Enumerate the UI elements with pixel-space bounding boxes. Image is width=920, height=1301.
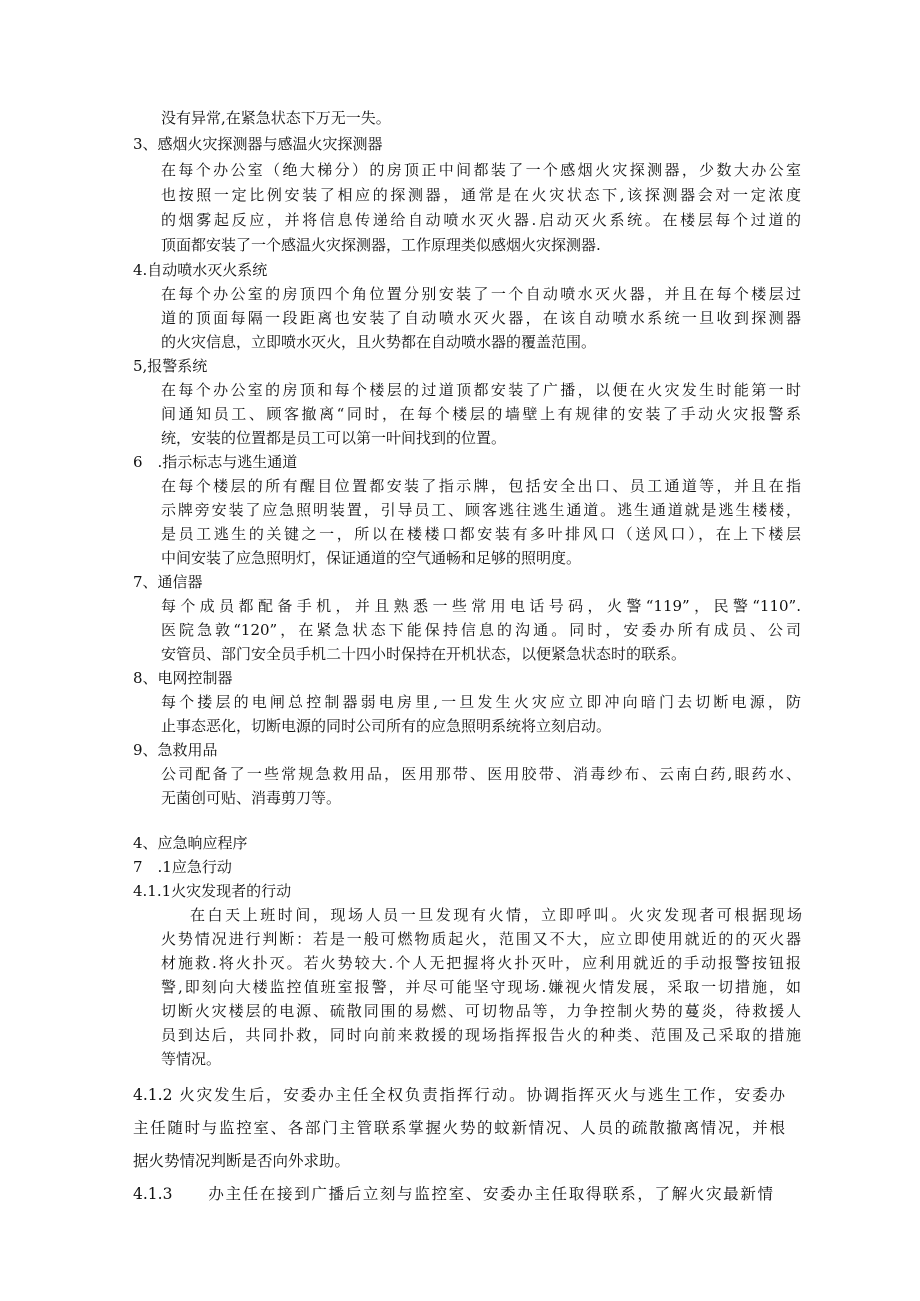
section-heading: 6 .指示标志与逃生通道 xyxy=(133,453,298,471)
text-line: 也按照一定比例安装了相应的探测器，通常是在火灾状态下,该探测器会对一定浓度 xyxy=(161,186,801,204)
section-heading: 8、电网控制器 xyxy=(133,669,233,687)
text-line: 每个成员都配备手机，并且熟悉一些常用电话号码，火警“119”，民警“110”. xyxy=(161,597,801,615)
section-heading: 9、急救用品 xyxy=(133,741,218,759)
text-line: 间通知员工、顾客撤离“同时，在每个楼层的墙壁上有规律的安装了手动火灾报警系 xyxy=(161,405,801,423)
section-heading: 4、应急晌应程序 xyxy=(133,834,248,852)
text-line: 没有异常,在紧急状态下万无一失。 xyxy=(161,109,391,127)
text-line: 在每个办公室的房顶四个角位置分别安装了一个自动喷水灭火器，并且在每个楼层过 xyxy=(161,285,801,303)
text-line: 是员工逃生的关键之一，所以在楼楼口都安装有多叶排风口（送风口），在上下楼层 xyxy=(161,525,801,543)
section-heading: 7、通信器 xyxy=(133,573,203,591)
text-line: 4.1.2 火灾发生后，安委办主任全权负责指挥行动。协调指挥灭火与逃生工作，安委办 xyxy=(133,1086,785,1104)
text-line: 警,即刻向大楼监控值班室报警，并尽可能坚守现场.嫌视火情发展，采取一切措施，如 xyxy=(161,978,801,996)
text-line: 等情况。 xyxy=(161,1050,222,1068)
text-line: 员到达后，共同扑救，同时向前来救援的现场指挥报告火的种类、范围及己采取的措施 xyxy=(161,1026,801,1044)
text-line: 据火势情况判断是否向外求助。 xyxy=(133,1152,351,1170)
text-line: 切断火灾楼层的电源、硫散同围的易燃、可切物品等，力争控制火势的蔓炎，待救援人 xyxy=(161,1002,801,1020)
text-line: 顶面都安装了一个感温火灾探测器，工作原理类似感烟火灾探测器. xyxy=(161,236,601,254)
text-line: 示牌旁安装了应急照明装置，引导员工、顾客逃往逃生通道。逃生通道就是逃生楼楼， xyxy=(161,501,801,519)
text-line: 公司配备了一些常规急救用品，医用那带、医用胶带、消毒纱布、云南白药,眼药水、 xyxy=(161,765,801,783)
text-line: 无菌创可贴、消毒剪刀等。 xyxy=(161,789,342,807)
text-line: 中间安装了应急照明灯，保证通道的空气通畅和足够的照明度。 xyxy=(161,549,582,567)
section-heading: 7 .1应急行动 xyxy=(133,858,232,876)
text-line: 在每个办公室的房顶和每个楼层的过道顶都安装了广播，以便在火灾发生时能第一时 xyxy=(161,381,801,399)
text-line: 的烟雾起反应，并将信息传递给自动喷水灭火器.启动灭火系统。在楼层每个过道的 xyxy=(161,211,801,229)
section-heading: 4.自动喷水灭火系统 xyxy=(133,261,268,279)
text-line: 在白天上班时间，现场人员一旦发现有火情，立即呼叫。火灾发现者可根据现场 xyxy=(190,906,802,924)
section-heading: 3、感烟火灾探测器与感温火灾探测器 xyxy=(133,135,383,153)
text-line: 4.1.3 办主任在接到广播后立刻与监控室、安委办主任取得联系，了解火灾最新情 xyxy=(133,1185,773,1203)
text-line: 火势情况进行判断：若是一般可燃物质起火，范围又不大，应立即使用就近的的灭火器 xyxy=(161,930,801,948)
text-line: 安管员、部门安全员手机二十四小时保持在开机状态，以便紧急状态时的联系。 xyxy=(161,645,687,663)
section-heading: 5,报警系统 xyxy=(133,357,208,375)
text-line: 的火灾信息，立即喷水灭火，且火势都在自动喷水器的覆盖范围。 xyxy=(161,333,597,351)
text-line: 材施救.将火扑灭。若火势较大.个人无把握将火扑灭叶，应利用就近的手动报警按钮报 xyxy=(161,954,801,972)
text-line: 道的顶面每隔一段距离也安装了自动喷水灭火器，在该自动喷水系统一旦收到探测器 xyxy=(161,309,801,327)
text-line: 止事态恶化，切断电源的同时公司所有的应急照明系统将立刻启动。 xyxy=(161,717,612,735)
text-line: 主任随时与监控室、各部门主管联系掌握火势的蚊新情况、人员的疏散撤离情况，并根 xyxy=(133,1119,785,1137)
text-line: 医院急敦“120”，在紧急状态下能保持信息的沟通。同时，安委办所有成员、公司 xyxy=(161,621,801,639)
text-line: 在每个楼层的所有醒目位置都安装了指示牌，包括安全出口、员工通道等，并且在指 xyxy=(161,477,801,495)
text-line: 统，安装的位置都是员工可以第一叶间找到的位置。 xyxy=(161,429,507,447)
section-heading: 4.1.1火灾发现者的行动 xyxy=(133,882,292,900)
text-line: 每个搂层的电闸总控制器弱电房里,一旦发生火灾应立即冲向暗门去切断电源，防 xyxy=(161,693,801,711)
text-line: 在每个办公室（绝大梯分）的房顶正中间都装了一个感烟火灾探测器，少数大办公室 xyxy=(161,161,801,179)
